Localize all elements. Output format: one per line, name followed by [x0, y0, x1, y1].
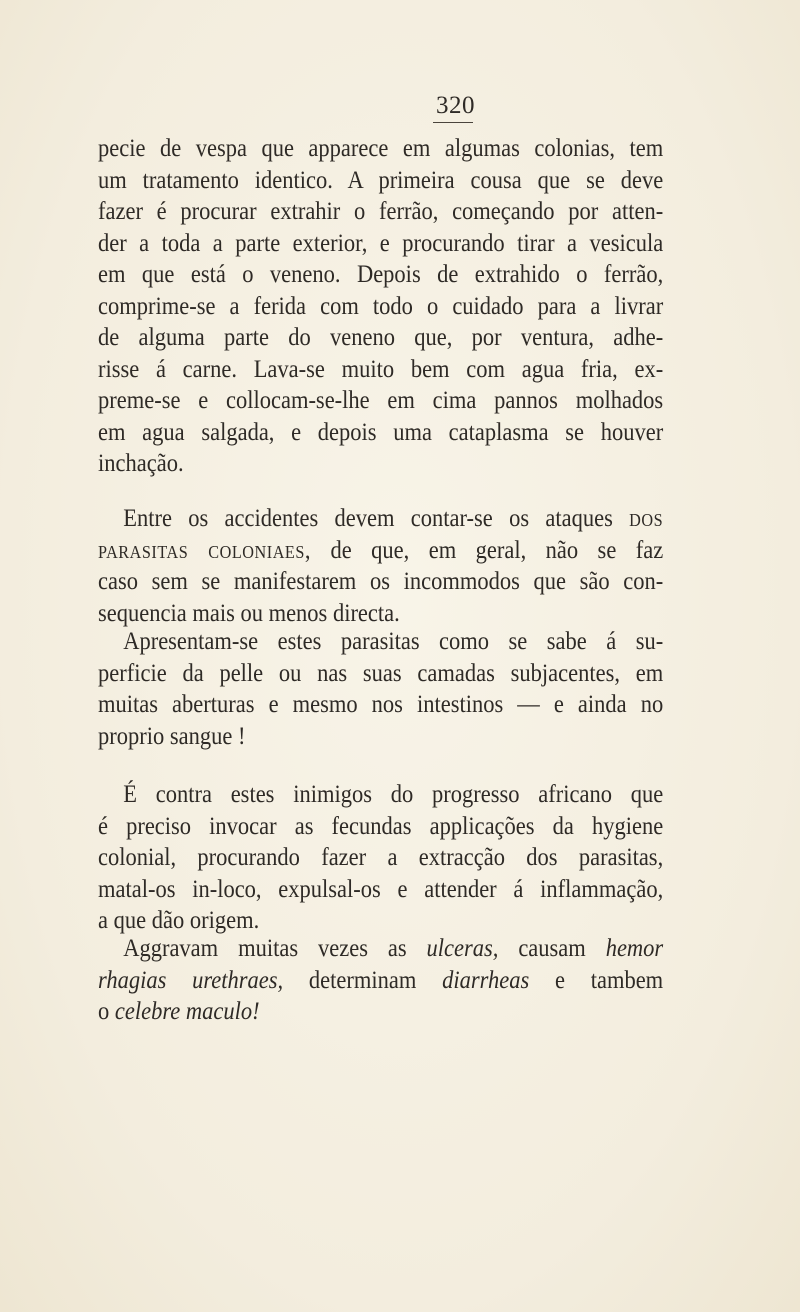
text-line: proprio sangue ! [98, 722, 246, 750]
text-line: fazer é procurar extrahir o ferrão, começando por atten- [98, 198, 664, 225]
text-line: inchação. [98, 450, 184, 477]
italic-text: ulceras, [426, 935, 499, 962]
italic-text: rhagias urethraes, [98, 966, 284, 994]
paragraph-1 [98, 133, 663, 480]
text-line: preme-se e collocam-se-lhe em cima pannos molhados [98, 387, 664, 414]
text-line [98, 996, 663, 1028]
text-line [98, 535, 663, 567]
italic-text: hemor [605, 935, 664, 962]
text-run: de que, em geral, não se faz [311, 536, 664, 564]
text-run: o [98, 998, 115, 1025]
text-line: muitas aberturas e mesmo nos intestinos — e ainda no [98, 691, 664, 718]
text-line: É contra estes inimigos do progresso africano que [123, 781, 664, 808]
text-line: sequencia mais ou menos directa. [98, 599, 400, 627]
text-line: em agua salgada, e depois uma cataplasma se houver [98, 418, 664, 446]
text-line: colonial, procurando fazer a extracção dos parasitas, [98, 844, 664, 871]
text-line: matal-os in-loco, expulsal-os e attender á inflammação, [98, 875, 664, 903]
text-line [98, 503, 663, 535]
text-line: perficie da pelle ou nas suas camadas subjacentes, em [98, 659, 664, 687]
small-caps-text: parasitas coloniaes, [98, 536, 312, 564]
text-run: determinam [283, 966, 443, 994]
paragraph-3 [98, 626, 663, 752]
text-run: Entre os accidentes devem contar-se os ataques [123, 505, 630, 532]
text-line: comprime-se a ferida com todo o cuidado para a livrar [98, 292, 664, 320]
paragraph-5 [98, 933, 663, 1028]
text-line: de alguma parte do veneno que, por ventura, adhe- [98, 324, 664, 351]
text-run: Aggravam muitas vezes as [123, 935, 427, 962]
text-line: em que está o veneno. Depois de extrahido o ferrão, [98, 261, 664, 288]
text-line: a que dão origem. [98, 907, 260, 934]
page-number: 320 [436, 92, 475, 119]
text-line [98, 965, 663, 997]
page-number-underline [433, 122, 473, 123]
text-line: um tratamento identico. A primeira cousa que se deve [98, 166, 664, 194]
text-run: e tambem [529, 966, 664, 994]
text-line: risse á carne. Lava-se muito bem com agua fria, ex- [98, 355, 664, 383]
paragraph-4 [98, 779, 663, 937]
paragraph-2 [98, 503, 663, 629]
text-line: é preciso invocar as fecundas applicações da hygiene [98, 812, 664, 840]
text-line: caso sem se manifestarem os incommodos que são con- [98, 568, 664, 595]
small-caps-text: dos [629, 505, 664, 532]
text-run: causam [498, 935, 606, 962]
italic-text: diarrheas [442, 966, 530, 994]
text-line: Apresentam-se estes parasitas como se sabe á su- [123, 628, 664, 655]
text-line [98, 933, 663, 965]
text-line: der a toda a parte exterior, e procurando tirar a vesicula [98, 229, 664, 257]
italic-text: celebre maculo! [114, 998, 260, 1025]
text-line: pecie de vespa que apparece em algumas colonias, tem [98, 135, 664, 162]
